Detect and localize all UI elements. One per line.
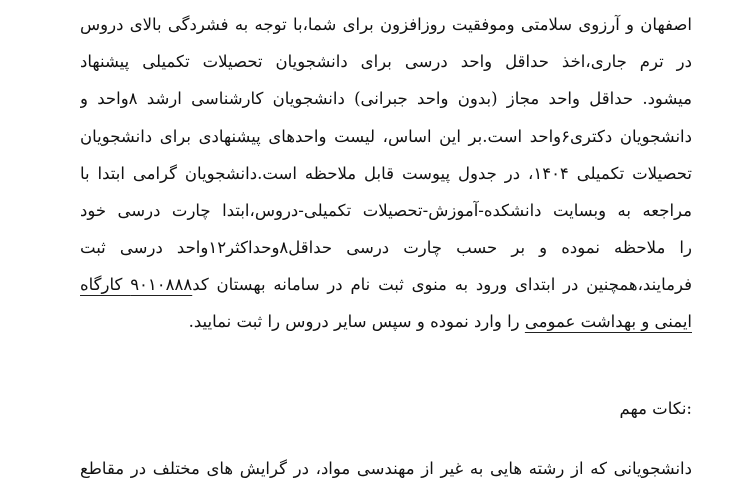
- paragraph-line-3: میشود. حداقل واحد مجاز (بدون واحد جبرانی) دانشجویان کارشناسی ارشد ۸واحد و: [80, 89, 692, 108]
- paragraph-line-4: دانشجویان دکتری۶واحد است.بر این اساس، لیست واحدهای پیشنهادی برای دانشجویان: [80, 127, 692, 146]
- paragraph-line-7: را ملاحظه نموده و بر حسب چارت درسی حداقل۸وحداکثر۱۲واحد درسی ثبت: [80, 238, 692, 257]
- paragraph-line-5: تحصیلات تکمیلی ۱۴۰۴، در جدول پیوست قابل ملاحظه است.دانشجویان گرامی ابتدا با: [80, 164, 692, 183]
- paragraph-line-9-text: را وارد نموده و سپس سایر دروس را ثبت نمایید.: [188, 312, 525, 331]
- paragraph-line-6: مراجعه به وبسایت دانشکده-آموزش-تحصیلات تکمیلی-دروس،ابتدا چارت درسی خود: [80, 201, 692, 220]
- course-code-link[interactable]: ۹۰۱۰۸۸۸ کارگاه: [80, 275, 193, 294]
- document-page: [40, 0, 710, 500]
- paragraph-line-2: در ترم جاری،اخذ حداقل واحد درسی برای دانشجویان تحصیلات تکمیلی پیشنهاد: [80, 52, 692, 71]
- workshop-name-link[interactable]: ایمنی و بهداشت عمومی: [524, 312, 692, 331]
- notes-heading: :نکات مهم: [619, 399, 692, 418]
- paragraph-line-8-text: فرمایند،همچنین در ابتدای ورود به منوی ثبت نام در سامانه بهستان کد: [192, 275, 692, 294]
- paragraph-line-9: [80, 305, 692, 339]
- paragraph-line-8: [80, 268, 692, 302]
- paragraph2-line-1: دانشجویانی که از رشته هایی به غیر از مهندسی مواد، در گرایش های مختلف در مقاطع: [80, 459, 692, 478]
- paragraph-line-1: اصفهان و آرزوی سلامتی وموفقیت روزافزون برای شما،با توجه به فشردگی بالای دروس: [80, 15, 692, 34]
